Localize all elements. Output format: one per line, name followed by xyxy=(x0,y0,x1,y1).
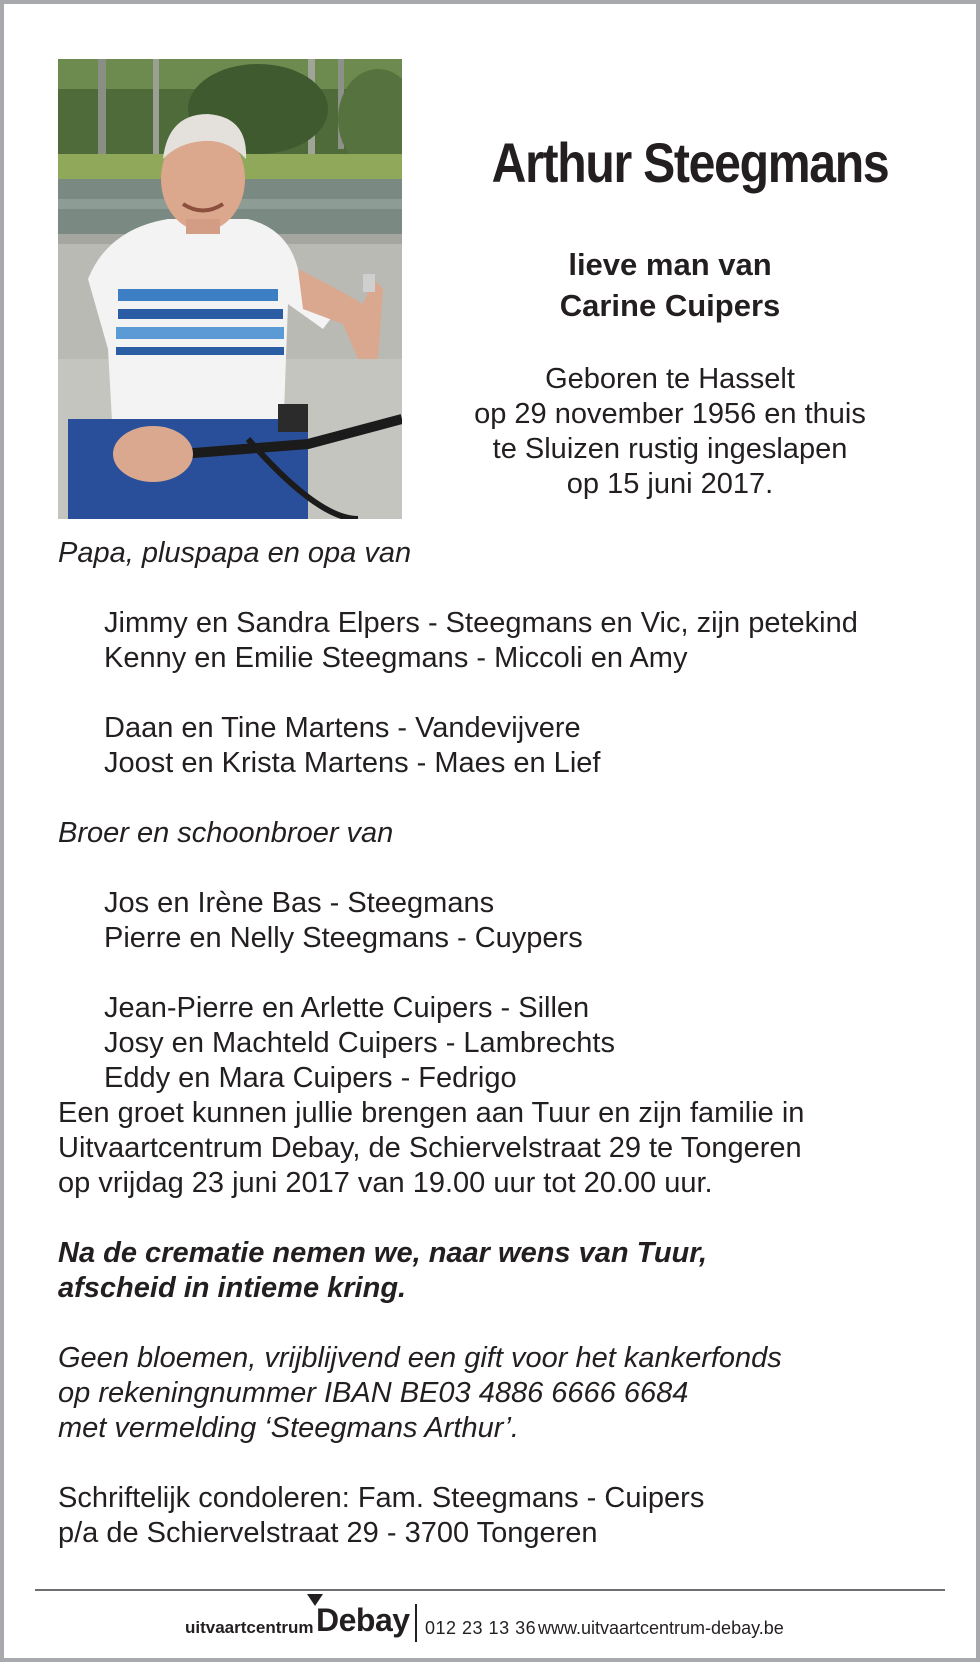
condolence-line: Schriftelijk condoleren: Fam. Steegmans - Cuipers xyxy=(58,1482,705,1514)
family-line: Jimmy en Sandra Elpers - Steegmans en Vic, zijn petekind xyxy=(104,607,858,639)
website-link[interactable]: www.uitvaartcentrum-debay.be xyxy=(538,1618,784,1638)
family-line: Kenny en Emilie Steegmans - Miccoli en Amy xyxy=(104,642,688,674)
spouse-line: lieve man van xyxy=(568,247,772,282)
spouse-block xyxy=(430,244,910,326)
cremation-line: afscheid in intieme kring. xyxy=(58,1272,407,1304)
phone-number: 012 23 13 36 xyxy=(425,1618,537,1638)
condolence-line: p/a de Schiervelstraat 29 - 3700 Tongeren xyxy=(58,1517,598,1549)
donation-line: op rekeningnummer IBAN BE03 4886 6666 6684 xyxy=(58,1377,689,1409)
siblings-heading: Broer en schoonbroer van xyxy=(58,817,394,849)
donation-line: Geen bloemen, vrijblijvend een gift voor het kankerfonds xyxy=(58,1342,782,1374)
spacer xyxy=(58,781,948,816)
family-line: Joost en Krista Martens - Maes en Lief xyxy=(104,747,601,779)
family-line: Jean-Pierre en Arlette Cuipers - Sillen xyxy=(104,992,590,1024)
footer-divider xyxy=(35,1589,945,1591)
birth-death-details xyxy=(430,362,910,502)
spacer xyxy=(58,1201,948,1236)
footer-separator xyxy=(415,1604,417,1642)
spacer xyxy=(58,1446,948,1481)
cremation-line: Na de crematie nemen we, naar wens van Tuur, xyxy=(58,1237,708,1269)
family-line: Jos en Irène Bas - Steegmans xyxy=(104,887,495,919)
announcement-body xyxy=(58,536,948,1551)
donation-line: met vermelding ‘Steegmans Arthur’. xyxy=(58,1412,519,1444)
deceased-name: Arthur Steegmans xyxy=(491,131,889,194)
portrait-illustration xyxy=(58,59,402,519)
visitation-line: op vrijdag 23 juni 2017 van 19.00 uur tot 20.00 uur. xyxy=(58,1167,713,1199)
born-line: op 15 juni 2017. xyxy=(566,468,774,500)
spacer xyxy=(58,956,948,991)
born-line: Geboren te Hasselt xyxy=(545,363,795,395)
footer xyxy=(0,1594,980,1644)
born-line: te Sluizen rustig ingeslapen xyxy=(492,433,848,465)
spacer xyxy=(58,851,948,886)
family-line: Daan en Tine Martens - Vandevijvere xyxy=(104,712,581,744)
children-heading: Papa, pluspapa en opa van xyxy=(58,537,412,569)
spouse-name: Carine Cuipers xyxy=(559,288,781,323)
born-line: op 29 november 1956 en thuis xyxy=(474,398,866,430)
brand-prefix: uitvaartcentrum xyxy=(185,1618,314,1637)
family-line: Pierre en Nelly Steegmans - Cuypers xyxy=(104,922,583,954)
visitation-line: Uitvaartcentrum Debay, de Schiervelstraat 29 te Tongeren xyxy=(58,1132,802,1164)
spacer xyxy=(58,1306,948,1341)
spacer xyxy=(58,571,948,606)
family-line: Josy en Machteld Cuipers - Lambrechts xyxy=(104,1027,615,1059)
family-line: Eddy en Mara Cuipers - Fedrigo xyxy=(104,1062,517,1094)
brand-name: Debay xyxy=(316,1602,410,1638)
portrait-photo xyxy=(58,59,402,519)
spacer xyxy=(58,676,948,711)
visitation-line: Een groet kunnen jullie brengen aan Tuur en zijn familie in xyxy=(58,1097,805,1129)
